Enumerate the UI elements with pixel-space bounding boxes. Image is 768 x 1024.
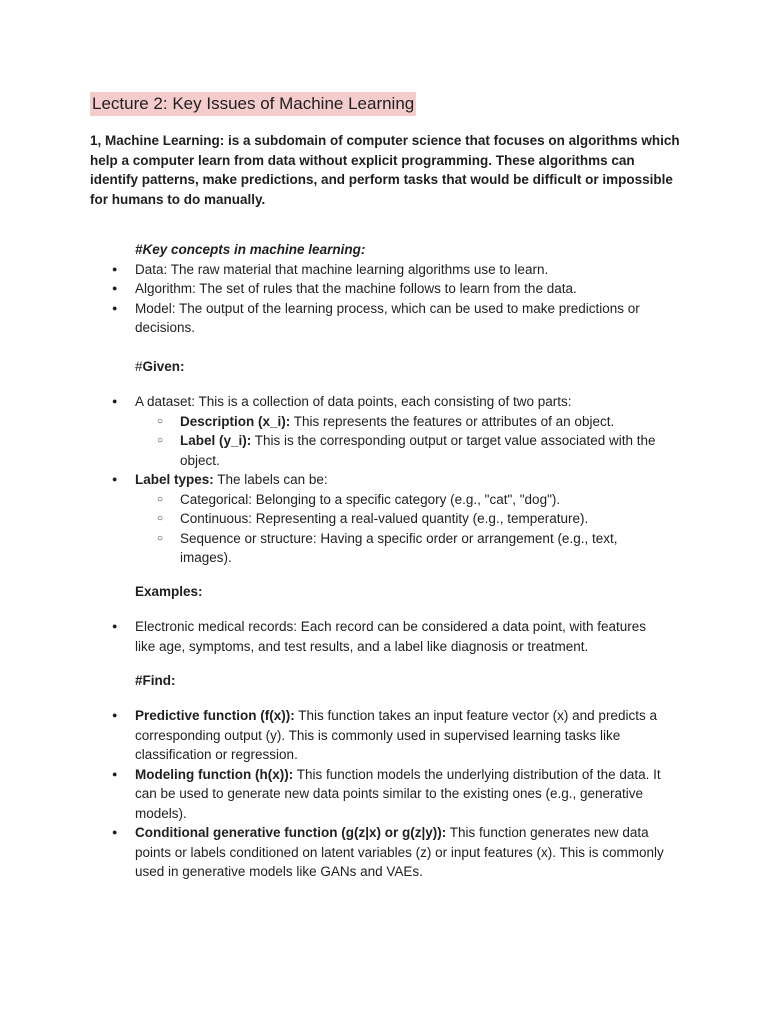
sub-list-item: ○ Description (x_i): This represents the features or attributes of an object. <box>90 412 690 432</box>
list-item: ● Data: The raw material that machine learning algorithms use to learn. <box>90 260 690 280</box>
list-item: ● Algorithm: The set of rules that the machine follows to learn from the data. <box>90 279 690 299</box>
find-heading: #Find: <box>135 673 176 688</box>
list-item-label-types: ● Label types: The labels can be: <box>90 470 690 490</box>
list-item: ● Model: The output of the learning process, which can be used to make predictions or decisions. <box>90 299 690 338</box>
list-item: ● Predictive function (f(x)): This function takes an input feature vector (x) and predicts a corresponding output (y). This is commonly used in supervised learning tasks like classification or regression. <box>90 706 690 765</box>
given-section <box>90 357 690 377</box>
list-item: ● Modeling function (h(x)): This function models the underlying distribution of the data. It can be used to generate new data points similar to the existing ones (e.g., generative models). <box>90 765 690 824</box>
given-list <box>90 392 690 568</box>
key-concepts-section <box>90 240 690 338</box>
given-heading: #Given: <box>135 359 185 374</box>
list-item: ● Electronic medical records: Each record can be considered a data point, with features like age, symptoms, and test results, and a label like diagnosis or treatment. <box>90 617 690 656</box>
given-list-block <box>90 392 690 568</box>
key-concepts-list <box>90 260 690 338</box>
find-section <box>90 671 690 691</box>
examples-heading: Examples: <box>135 584 203 599</box>
page-title: Lecture 2: Key Issues of Machine Learning <box>90 92 416 116</box>
examples-section <box>90 582 690 602</box>
intro-paragraph: 1, Machine Learning: is a subdomain of computer science that focuses on algorithms which help a computer learn from data without explicit programming. These algorithms can identify patterns, make predictions, and perform tasks that would be difficult or impossible for humans to do manually. <box>90 133 680 207</box>
sub-list-item: ○ Categorical: Belonging to a specific category (e.g., "cat", "dog"). <box>90 490 690 510</box>
find-list-block <box>90 706 690 882</box>
key-concepts-heading: #Key concepts in machine learning: <box>135 242 366 257</box>
sub-list-item: ○ Label (y_i): This is the corresponding output or target value associated with the object. <box>90 431 690 470</box>
title-container <box>90 92 416 116</box>
sub-list-item: ○ Sequence or structure: Having a specific order or arrangement (e.g., text, images). <box>90 529 690 568</box>
examples-list-block <box>90 617 690 656</box>
examples-list <box>90 617 690 656</box>
find-list <box>90 706 690 882</box>
list-item-dataset: ● A dataset: This is a collection of data points, each consisting of two parts: <box>90 392 690 412</box>
sub-list-item: ○ Continuous: Representing a real-valued quantity (e.g., temperature). <box>90 509 690 529</box>
list-item: ● Conditional generative function (g(z|x) or g(z|y)): This function generates new data points or labels conditioned on latent variables (z) or input features (x). This is commonly used in generative models like GANs and VAEs. <box>90 823 690 882</box>
